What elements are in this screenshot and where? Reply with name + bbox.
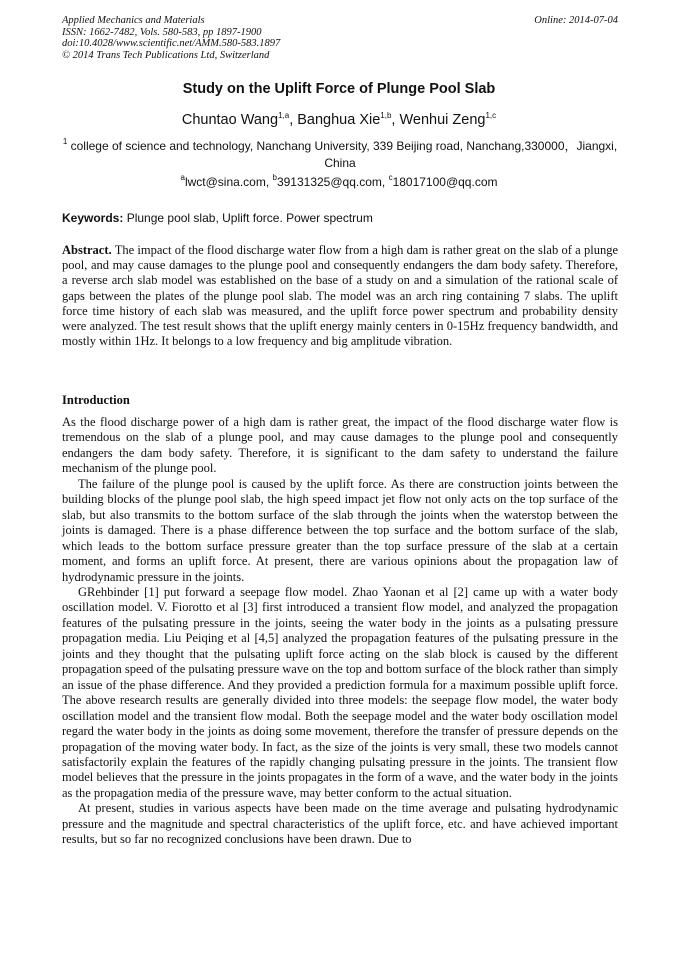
- issn-line: ISSN: 1662-7482, Vols. 580-583, pp 1897-1900: [62, 26, 262, 38]
- email-address: lwct@sina.com: [184, 175, 266, 189]
- abstract-text: The impact of the flood discharge water flow from a high dam is rather great on the slab of a plunge pool, and may cause damages to the plunge pool and consequently endangers the dam body safety. Therefore, a reverse arch slab model was established on the base of a study on and a simulation of the rational scale of gaps between the plates of the plunge pool slab. The model was an arch ring containing 7 slabs. The uplift force time history of each slab was measured, and the uplift force power spectrum and probability density were analyzed. The test result shows that the uplift energy mainly centers in 0-15Hz frequency bandwidth, and mostly within 1Hz. It belongs to a low frequency and big amplitude vibration.: [62, 243, 618, 349]
- email-separator: ,: [381, 175, 389, 189]
- section-heading-introduction: Introduction: [62, 393, 130, 407]
- author-affil-mark: 1,c: [485, 111, 497, 120]
- author-list: [0, 112, 678, 128]
- email-address: 39131325@qq.com: [276, 175, 382, 189]
- journal-name: Applied Mechanics and Materials: [62, 15, 205, 26]
- author-name: Chuntao Wang: [181, 112, 279, 128]
- email-list: [0, 175, 678, 189]
- body-paragraph: GRehbinder [1] put forward a seepage flow model. Zhao Yaonan et al [2] came up with a water body oscillation model. V. Fiorotto et al [3] first introduced a transient flow model, and analyzed the propagation features of the pulsating pressure in the joints, seeing the water body in the joints as a pulsating pressure propagation media. Liu Peiqing et al [4,5] analyzed the propagation features of the pulsating pressure in the joints and they thought that the pulsating uplift force acting on the slab block is caused by the different propagation speed of the pulsating pressure wave on the top and bottom surface of the block rather than simply an issue of the phase difference. And they provided a prediction formula for a maximum possible uplift force. The above research results are generally divided into three models: the seepage flow model, the water body oscillation model and the transient flow modal. Both the seepage model and the water body oscillation model regard the water body in the joints as doing some movement, therefore the transfer of pressure depends on the propagation of the moving water body. In fact, as the size of the joints is very small, these two models cannot satisfactorily explain the features of the rapidly changing pulsating pressure in the joints. The transient flow model believes that the pressure in the joints propagates in the form of a wave, and the water body in the joints as the propagation media of the pressure wave, may better conform to the actual situation.: [62, 584, 618, 800]
- author-name: Banghua Xie: [297, 112, 381, 128]
- author-separator: ,: [391, 112, 400, 128]
- introduction-body: [62, 415, 618, 848]
- affiliation-mark: 1: [62, 137, 68, 146]
- email-mark: a: [180, 173, 185, 182]
- email-mark: c: [388, 173, 393, 182]
- author-separator: ,: [289, 112, 298, 128]
- journal-header: [62, 15, 618, 61]
- paper-title: Study on the Uplift Force of Plunge Pool Slab: [182, 81, 496, 97]
- affiliation: [62, 138, 618, 172]
- keywords-label: Keywords:: [62, 211, 124, 225]
- copyright-line: © 2014 Trans Tech Publications Ltd, Switzerland: [62, 49, 270, 61]
- author-affil-mark: 1,a: [278, 111, 290, 120]
- abstract-label: Abstract.: [62, 243, 112, 257]
- keywords: [62, 211, 618, 225]
- body-paragraph: The failure of the plunge pool is caused by the uplift force. As there are construction joints between the building blocks of the plunge pool slab, the high speed impact jet flow not only acts on the top surface of the slab, but also transmits to the bottom surface of the slab through the joints when the waterstop between the joints is damaged. There is a phase difference between the top surface and the bottom surface of the slab, which leads to the bottom surface pressure greater than the top surface pressure of the slab at a certain moment, and forms an uplift force. At present, there are various opinions about the propagation law of hydrodynamic pressure in the joints.: [62, 476, 618, 584]
- author-affil-mark: 1,b: [380, 111, 392, 120]
- doi-line: doi:10.4028/www.scientific.net/AMM.580-583.1897: [62, 38, 281, 49]
- online-date: Online: 2014-07-04: [534, 15, 618, 26]
- affiliation-text: college of science and technology, Nanchang University, 339 Beijing road, Nanchang,330000，Jiangxi, China: [70, 139, 618, 170]
- email-address: 18017100@qq.com: [392, 175, 498, 189]
- keywords-text: Plunge pool slab, Uplift force. Power spectrum: [126, 211, 373, 225]
- body-paragraph: As the flood discharge power of a high dam is rather great, the impact of the flood discharge water flow is tremendous on the slab of a plunge pool, and may cause damages to the plunge pool and consequently endangers the dam body safety. Therefore, it is significant to the dam safety to understand the failure mechanism of the plunge pool.: [62, 415, 618, 476]
- abstract: [62, 243, 618, 349]
- email-mark: b: [272, 173, 277, 182]
- body-paragraph: At present, studies in various aspects have been made on the time average and pulsating hydrodynamic pressure and the magnitude and spectral characteristics of the uplift force, etc. and have achieved important results, but so far no recognized conclusions have been drawn. Due to: [62, 801, 618, 847]
- author-name: Wenhui Zeng: [399, 112, 486, 128]
- email-separator: ,: [265, 175, 273, 189]
